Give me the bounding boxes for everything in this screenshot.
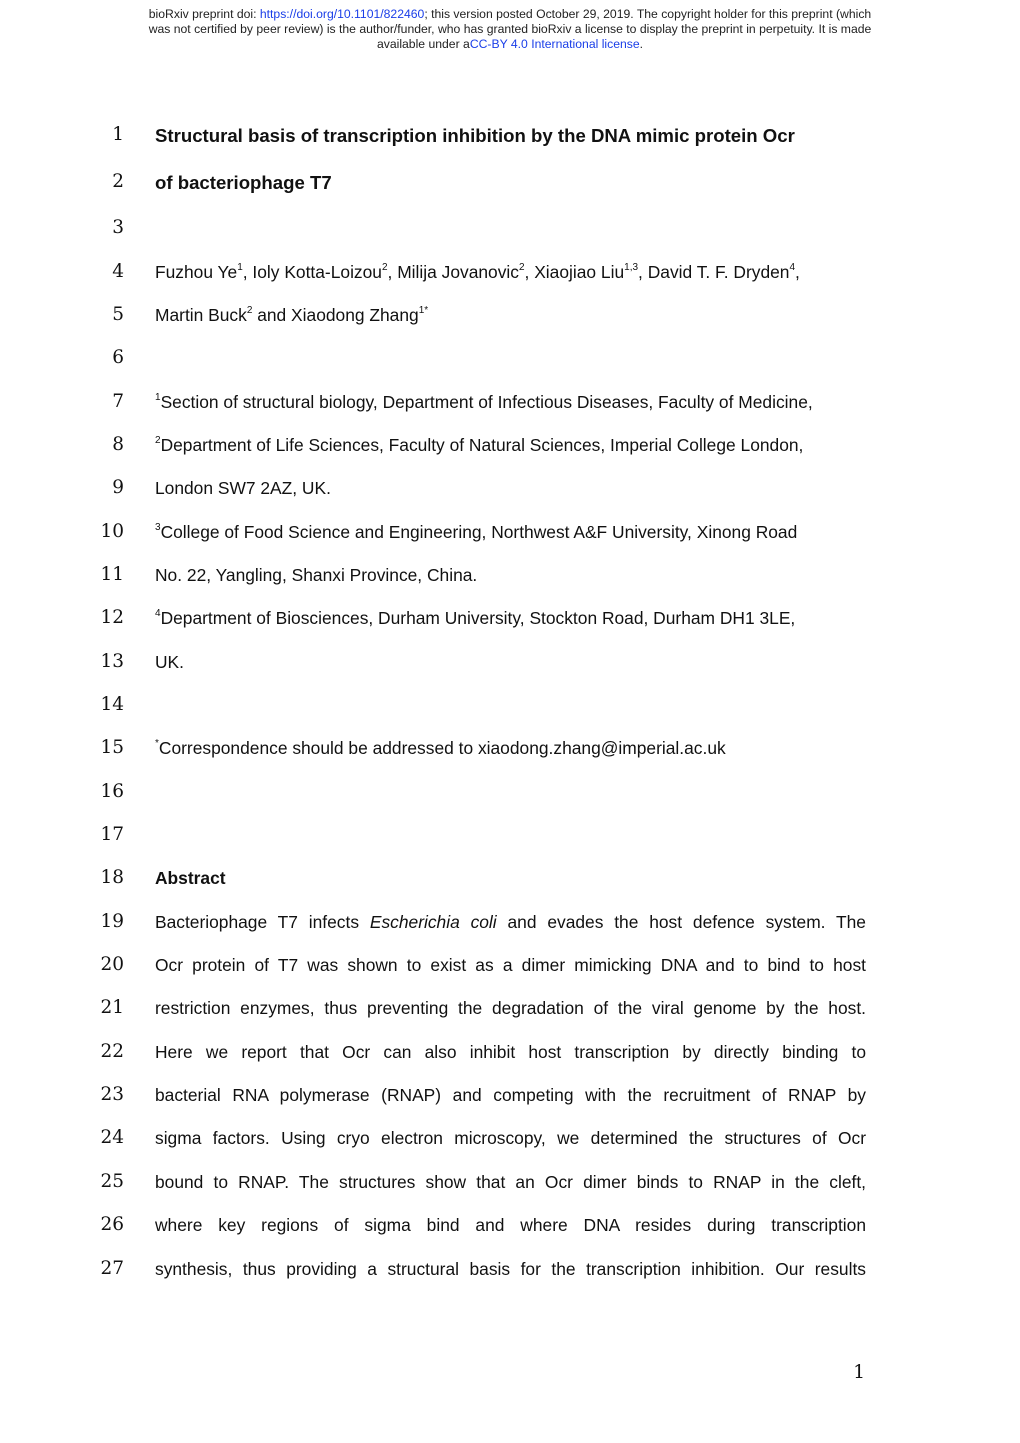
- manuscript-line: [0, 521, 1020, 551]
- affiliation-4: $^4$Department of Biosciences, Durham University, Stockton Road, Durham DH1 3LE,: [155, 608, 796, 628]
- manuscript-line: [0, 391, 1020, 421]
- affiliation-4-cont: UK.: [155, 652, 184, 672]
- manuscript-line: [0, 434, 1020, 464]
- author-list-cont: Martin Buck$^2$ and Xiaodong Zhang$^{1*}$: [155, 305, 429, 325]
- manuscript-line: [0, 261, 1020, 291]
- manuscript-line: [0, 304, 1020, 334]
- abstract-text: bacterial RNA polymerase (RNAP) and competing with the recruitment of RNAP by: [155, 1085, 866, 1105]
- line-number: 24: [100, 1127, 124, 1148]
- manuscript-line: [0, 1127, 1020, 1157]
- abstract-text: where key regions of sigma bind and where DNA resides during transcription: [155, 1215, 866, 1235]
- manuscript-line: [0, 867, 1020, 897]
- affiliation-2: $^2$Department of Life Sciences, Faculty of Natural Sciences, Imperial College London,: [155, 435, 804, 455]
- banner-line-2: was not certified by peer review) is the author/funder, who has granted bioRxiv a license to display the preprint in perpetuity. It is made: [148, 22, 872, 36]
- manuscript-line: [0, 217, 1020, 247]
- page-number: 1: [853, 1362, 865, 1383]
- affiliation-3-cont: No. 22, Yangling, Shanxi Province, China.: [155, 565, 478, 585]
- abstract-text: synthesis, thus providing a structural basis for the transcription inhibition. Our results: [155, 1259, 866, 1279]
- line-number: 13: [100, 651, 124, 672]
- line-number: 20: [100, 954, 124, 975]
- line-number: 2: [112, 171, 124, 192]
- line-number: 27: [100, 1258, 124, 1279]
- line-number: 15: [100, 737, 124, 758]
- manuscript-line: [0, 651, 1020, 681]
- banner-line-3: available under aCC-BY 4.0 International license.: [376, 37, 644, 51]
- manuscript-line: [0, 694, 1020, 724]
- line-number: 21: [100, 997, 124, 1018]
- abstract-text: restriction enzymes, thus preventing the degradation of the viral genome by the host.: [155, 998, 866, 1018]
- manuscript-line: [0, 824, 1020, 854]
- manuscript-line: [0, 954, 1020, 984]
- affiliation-3: $^3$College of Food Science and Engineering, Northwest A&F University, Xinong Road: [155, 522, 798, 542]
- license-link[interactable]: CC-BY 4.0 International license: [469, 37, 640, 51]
- line-number: 5: [112, 304, 124, 325]
- line-number: 8: [112, 434, 124, 455]
- abstract-text: Here we report that Ocr can also inhibit host transcription by directly binding to: [155, 1042, 866, 1062]
- banner-line-1: bioRxiv preprint doi: https://doi.org/10.1101/822460; this version posted October 29, 2019. The copyright holder for this preprint (which: [148, 7, 872, 21]
- manuscript-line: [0, 607, 1020, 637]
- manuscript-line: [0, 737, 1020, 767]
- line-number: 10: [100, 521, 124, 542]
- manuscript-line: [0, 347, 1020, 377]
- manuscript-line: [0, 1041, 1020, 1071]
- manuscript-line: [0, 1258, 1020, 1288]
- line-number: 22: [100, 1041, 124, 1062]
- line-number: 1: [112, 124, 124, 145]
- line-number: 26: [100, 1214, 124, 1235]
- title-line-1: Structural basis of transcription inhibition by the DNA mimic protein Ocr: [155, 125, 795, 146]
- line-number: 11: [100, 564, 124, 585]
- doi-link[interactable]: https://doi.org/10.1101/822460: [259, 7, 425, 21]
- line-number: 25: [100, 1171, 124, 1192]
- manuscript-line: [0, 1171, 1020, 1201]
- line-number: 7: [112, 391, 124, 412]
- manuscript-line: [0, 911, 1020, 941]
- manuscript-line: [0, 997, 1020, 1027]
- line-number: 16: [100, 781, 124, 802]
- manuscript-line: [0, 781, 1020, 811]
- line-number: 4: [112, 261, 124, 282]
- line-number: 19: [100, 911, 124, 932]
- abstract-text: sigma factors. Using cryo electron microscopy, we determined the structures of Ocr: [155, 1128, 866, 1148]
- line-number: 23: [100, 1084, 124, 1105]
- correspondence: *Correspondence should be addressed to xiaodong.zhang@imperial.ac.uk: [155, 738, 726, 758]
- title-line-2: of bacteriophage T7: [155, 172, 332, 193]
- affiliation-2-cont: London SW7 2AZ, UK.: [155, 478, 331, 498]
- manuscript-line: [0, 477, 1020, 507]
- abstract-heading: Abstract: [155, 868, 226, 888]
- preprint-banner: [0, 7, 1020, 52]
- line-number: 17: [100, 824, 124, 845]
- manuscript-line: [0, 564, 1020, 594]
- abstract-text: Bacteriophage T7 infects Escherichia coli and evades the host defence system. The: [155, 912, 866, 932]
- manuscript-line: [0, 1084, 1020, 1114]
- affiliation-1: $^1$Section of structural biology, Department of Infectious Diseases, Faculty of Medicine,: [155, 392, 813, 412]
- manuscript-line: [0, 171, 1020, 201]
- manuscript-line: [0, 124, 1020, 154]
- abstract-text: Ocr protein of T7 was shown to exist as a dimer mimicking DNA and to bind to host: [155, 955, 866, 975]
- line-number: 18: [100, 867, 124, 888]
- line-number: 14: [100, 694, 124, 715]
- line-number: 6: [112, 347, 124, 368]
- line-number: 12: [100, 607, 124, 628]
- line-number: 9: [112, 477, 124, 498]
- author-list: Fuzhou Ye$^1$, Ioly Kotta-Loizou$^2$, Milija Jovanovic$^2$, Xiaojiao Liu$^{1,3}$, David T. F. Dryden$^4$,: [155, 262, 800, 282]
- line-number: 3: [112, 217, 124, 238]
- abstract-text: bound to RNAP. The structures show that an Ocr dimer binds to RNAP in the cleft,: [155, 1172, 866, 1192]
- manuscript-line: [0, 1214, 1020, 1244]
